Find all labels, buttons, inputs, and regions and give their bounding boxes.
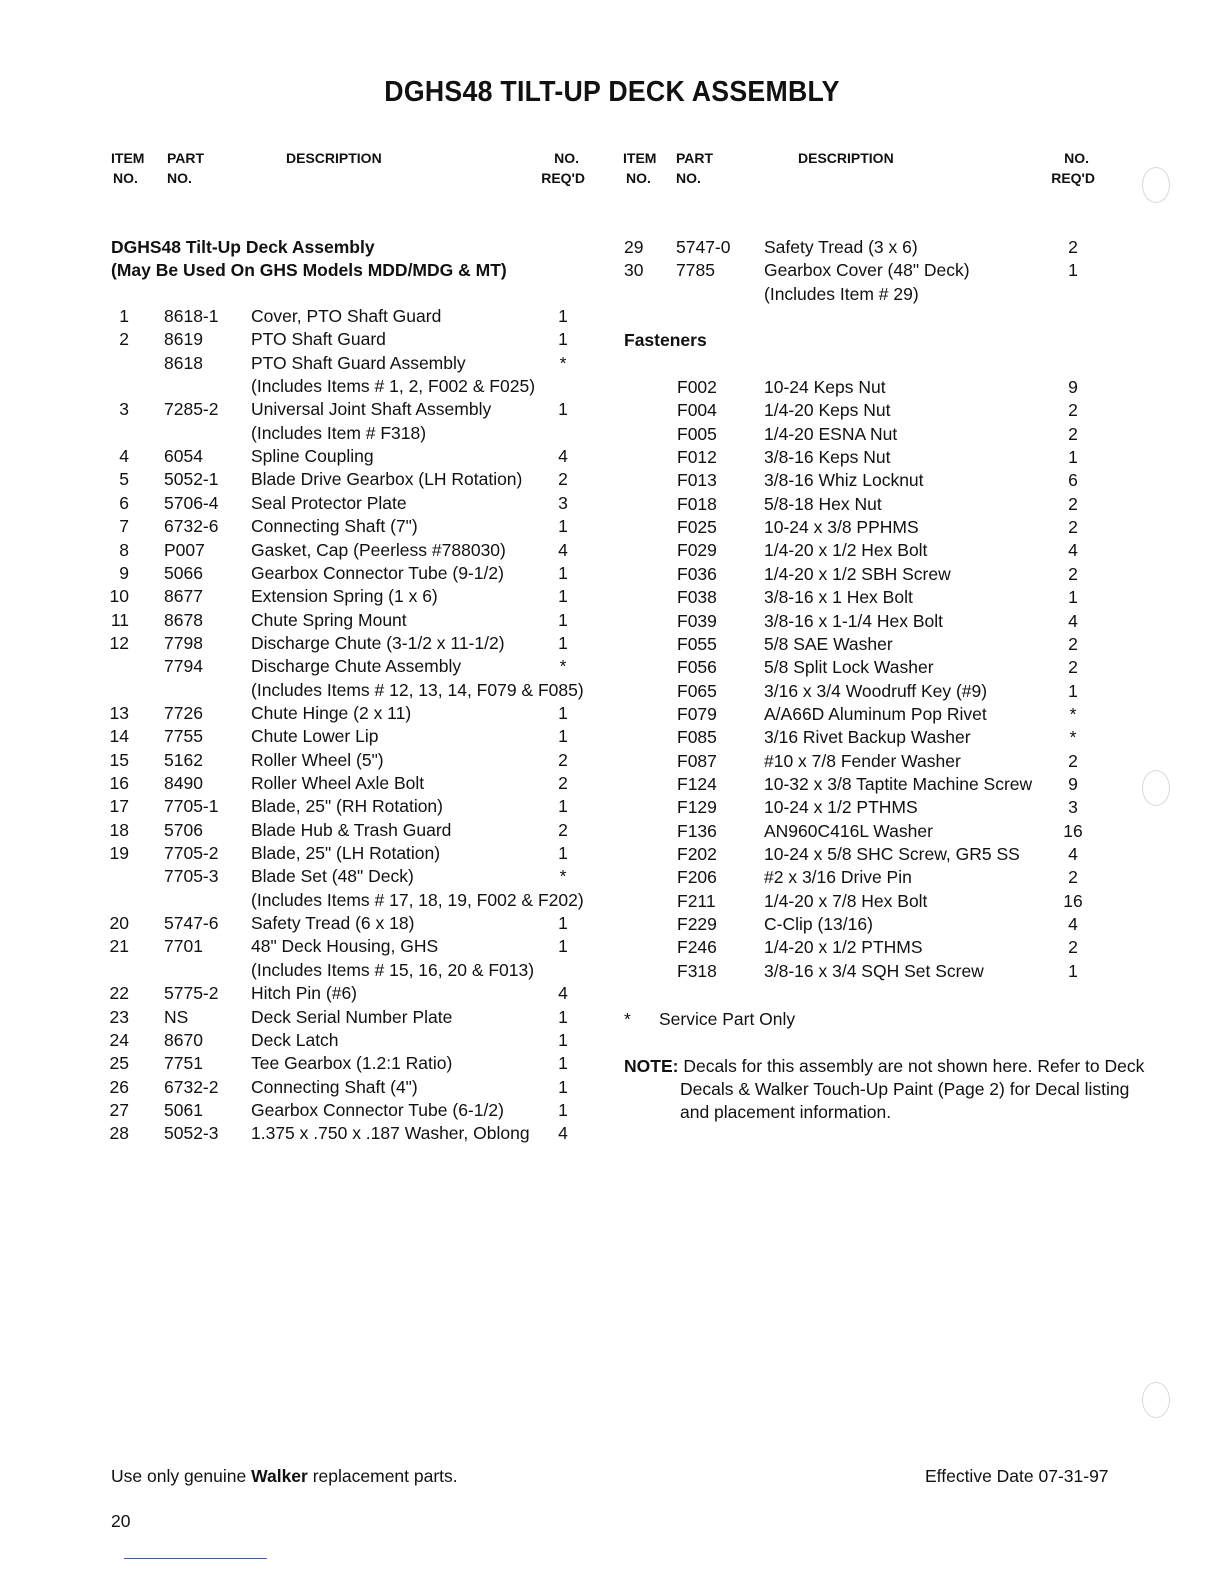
description: (Includes Items # 15, 16, 20 & F013)	[251, 959, 535, 980]
quantity: 2	[1068, 867, 1078, 888]
quantity: 4	[558, 983, 568, 1004]
quantity: 1	[558, 609, 568, 630]
description: AN960C416L Washer	[764, 820, 933, 841]
header-description-label: DESCRIPTION	[798, 150, 894, 166]
item-number: 15	[109, 749, 129, 770]
quantity: 9	[1068, 377, 1078, 397]
quantity: 6	[1068, 470, 1078, 491]
description: (Includes Item # 29)	[764, 283, 919, 304]
part-number: 5066	[164, 562, 203, 583]
description: 1/4-20 x 1/2 SBH Screw	[764, 563, 951, 584]
header-description-left	[286, 148, 382, 168]
item-number: 30	[624, 260, 644, 281]
part-number: F055	[677, 633, 717, 654]
note-line: Decals & Walker Touch-Up Paint (Page 2) for Decal listing	[680, 1079, 1130, 1099]
quantity: 2	[1068, 633, 1078, 654]
header-item-right	[623, 148, 656, 188]
item-number: 21	[109, 936, 129, 957]
part-number: 8678	[164, 609, 203, 630]
description: (Includes Items # 17, 18, 19, F002 & F202)	[251, 889, 584, 910]
item-number: 9	[119, 562, 129, 583]
part-number: 5747-0	[676, 237, 731, 257]
item-number: 17	[109, 796, 129, 817]
header-part-label: NO.	[676, 170, 701, 186]
fastener-row	[0, 586, 1224, 609]
header-item-left	[111, 148, 144, 188]
quantity: 1	[558, 843, 568, 864]
description: Chute Spring Mount	[251, 609, 407, 630]
description: 3/8-16 x 3/4 SQH Set Screw	[764, 960, 984, 981]
part-number: 5061	[164, 1099, 203, 1120]
description: Safety Tread (3 x 6)	[764, 237, 918, 257]
item-number: 27	[109, 1099, 129, 1120]
description: #10 x 7/8 Fender Washer	[764, 750, 961, 771]
part-number: F039	[677, 610, 717, 631]
part-number: 6054	[164, 446, 203, 467]
part-number: 8677	[164, 586, 203, 607]
table-row	[0, 1029, 1224, 1052]
description: 3/16 x 3/4 Woodruff Key (#9)	[764, 680, 988, 701]
item-number: 5	[119, 469, 129, 490]
item-number: 26	[109, 1076, 129, 1097]
item-number: 28	[109, 1123, 129, 1144]
quantity: 1	[558, 702, 568, 723]
fastener-row	[0, 423, 1224, 446]
item-number: 2	[119, 329, 129, 350]
description: 3/8-16 Keps Nut	[764, 447, 891, 468]
description: (Includes Item # F318)	[251, 422, 427, 443]
description: PTO Shaft Guard Assembly	[251, 352, 466, 373]
description: 3/16 Rivet Backup Washer	[764, 727, 971, 748]
table-row	[0, 236, 1224, 259]
quantity: 3	[1068, 797, 1078, 818]
part-number: 5162	[164, 749, 203, 770]
description: Seal Protector Plate	[251, 492, 407, 513]
quantity: 2	[558, 469, 568, 490]
header-item-label: NO.	[626, 170, 651, 186]
description: Blade Set (48" Deck)	[251, 866, 414, 887]
part-number: F087	[677, 750, 717, 771]
description: Discharge Chute Assembly	[251, 656, 462, 677]
quantity: 2	[558, 819, 568, 840]
quantity: 1	[558, 329, 568, 350]
item-number: 13	[109, 702, 129, 723]
item-number: 18	[109, 819, 129, 840]
part-number: 5706-4	[164, 492, 219, 513]
part-number: F085	[677, 727, 717, 748]
part-number: F005	[677, 423, 717, 444]
table-row	[0, 982, 1224, 1005]
item-number: 3	[119, 399, 129, 420]
description: 48" Deck Housing, GHS	[251, 936, 439, 957]
part-number: 7285-2	[164, 399, 219, 420]
description: Roller Wheel (5")	[251, 749, 384, 770]
description: 1.375 x .750 x .187 Washer, Oblong	[251, 1123, 530, 1144]
part-number: 7705-1	[164, 796, 219, 817]
quantity: 2	[1068, 423, 1078, 444]
part-number: F025	[677, 517, 717, 538]
quantity: 1	[558, 562, 568, 583]
fastener-row	[0, 539, 1224, 562]
part-number: F013	[677, 470, 717, 491]
quantity: 4	[1068, 844, 1078, 864]
header-description-label: DESCRIPTION	[286, 150, 382, 166]
note-line: and placement information.	[680, 1102, 892, 1122]
table-row	[0, 283, 1224, 306]
item-number: 20	[109, 913, 129, 934]
header-item-label: NO.	[113, 170, 138, 186]
quantity: *	[559, 866, 567, 887]
section-subtitle: (May Be Used On GHS Models MDD/MDG & MT)	[111, 260, 507, 280]
description: Safety Tread (6 x 18)	[251, 913, 415, 934]
fasteners-title: Fasteners	[624, 330, 707, 350]
fastener-row	[0, 820, 1224, 843]
description: Connecting Shaft (7")	[251, 516, 418, 537]
part-number: 7755	[164, 726, 203, 747]
part-number: 8490	[164, 773, 203, 793]
quantity: 2	[1068, 237, 1078, 257]
description: 5/8-18 Hex Nut	[764, 493, 882, 514]
item-number: 4	[119, 446, 129, 467]
quantity: 1	[558, 726, 568, 747]
table-row	[0, 328, 1224, 351]
description: 1/4-20 ESNA Nut	[764, 423, 898, 444]
quantity: 2	[1068, 657, 1078, 678]
description: 1/4-20 x 7/8 Hex Bolt	[764, 890, 928, 911]
note-line: Decals for this assembly are not shown here. Refer to Deck	[683, 1056, 1145, 1076]
quantity: 4	[1068, 610, 1078, 631]
fastener-row	[0, 796, 1224, 819]
header-qty-left	[530, 148, 585, 188]
binder-hole-mark	[1142, 770, 1170, 806]
header-description-right	[798, 148, 894, 168]
description: Gearbox Connector Tube (6-1/2)	[251, 1099, 504, 1120]
part-number: 7785	[676, 260, 715, 281]
part-number: 7726	[164, 702, 203, 723]
header-part-label: PART	[167, 150, 205, 166]
fastener-row	[0, 703, 1224, 726]
quantity: 1	[558, 1029, 568, 1050]
header-item-label: ITEM	[111, 150, 145, 166]
quantity: 1	[1068, 447, 1078, 468]
part-number: F206	[677, 867, 717, 888]
part-number: F246	[677, 937, 717, 958]
description: 10-24 x 5/8 SHC Screw, GR5 SS	[764, 844, 1020, 864]
part-number: 5052-1	[164, 469, 219, 490]
fastener-row	[0, 750, 1224, 773]
quantity: 1	[558, 1053, 568, 1074]
description: Tee Gearbox (1.2:1 Ratio)	[251, 1053, 453, 1074]
quantity: *	[1069, 703, 1077, 724]
part-number: 7798	[164, 632, 203, 653]
quantity: 2	[1068, 750, 1078, 771]
part-number: F136	[677, 820, 717, 841]
service-symbol: *	[624, 1009, 631, 1029]
fastener-row	[0, 610, 1224, 633]
fastener-row	[0, 633, 1224, 656]
footer-brand: Walker	[251, 1466, 308, 1486]
fastener-row	[0, 936, 1224, 959]
description: Blade Hub & Trash Guard	[251, 819, 452, 840]
description: Discharge Chute (3-1/2 x 11-1/2)	[251, 632, 505, 653]
footer-tagline	[111, 1465, 458, 1488]
part-number: 5775-2	[164, 983, 219, 1004]
quantity: 4	[558, 1123, 568, 1144]
fastener-row	[0, 493, 1224, 516]
description: C-Clip (13/16)	[764, 914, 873, 935]
footer-text: Use only genuine	[111, 1466, 252, 1486]
part-number: F029	[677, 540, 717, 561]
item-number: 25	[109, 1053, 129, 1074]
part-number: 5706	[164, 819, 203, 840]
footer-text: replacement parts.	[307, 1466, 458, 1486]
table-row	[0, 352, 1224, 375]
quantity: 1	[558, 399, 568, 420]
description: Universal Joint Shaft Assembly	[251, 399, 492, 420]
fastener-row	[0, 843, 1224, 866]
item-number: 24	[109, 1029, 129, 1050]
part-number: 6732-6	[164, 516, 219, 537]
decal-note	[624, 1055, 1145, 1124]
fastener-row	[0, 726, 1224, 749]
table-row	[0, 305, 1224, 328]
description: Cover, PTO Shaft Guard	[251, 306, 442, 326]
fastener-row	[0, 469, 1224, 492]
header-qty-right	[1040, 148, 1095, 188]
item-number: 6	[119, 492, 129, 513]
description: 1/4-20 x 1/2 PTHMS	[764, 937, 923, 958]
quantity: 4	[558, 539, 568, 560]
part-number: 8670	[164, 1029, 203, 1050]
part-number: F036	[677, 563, 717, 584]
part-number: 7701	[164, 936, 203, 957]
quantity: 1	[558, 936, 568, 957]
table-row	[0, 1006, 1224, 1029]
part-number: NS	[164, 1006, 189, 1027]
description: A/A66D Aluminum Pop Rivet	[764, 703, 987, 724]
part-number: 7705-3	[164, 866, 219, 887]
quantity: 2	[558, 773, 568, 793]
description: Blade, 25" (LH Rotation)	[251, 843, 441, 864]
part-number: 7751	[164, 1053, 203, 1074]
part-number: 5052-3	[164, 1123, 219, 1144]
item-number: 29	[624, 237, 644, 257]
quantity: 3	[558, 492, 568, 513]
binder-hole-mark	[1142, 167, 1170, 203]
part-number: F065	[677, 680, 717, 701]
quantity: 16	[1063, 820, 1083, 841]
quantity: 2	[1068, 400, 1078, 421]
part-number: 8618-1	[164, 306, 219, 326]
description: Chute Lower Lip	[251, 726, 379, 747]
description: Extension Spring (1 x 6)	[251, 586, 438, 607]
fastener-row	[0, 866, 1224, 889]
item-number: 11	[110, 609, 129, 630]
item-number: 16	[109, 773, 129, 793]
quantity: 1	[558, 632, 568, 653]
description: 10-24 Keps Nut	[764, 377, 886, 397]
description: 3/8-16 Whiz Locknut	[764, 470, 924, 491]
quantity: 1	[558, 306, 568, 326]
quantity: 4	[1068, 540, 1078, 561]
header-qty-label: REQ'D	[541, 170, 585, 186]
part-number: F079	[677, 703, 717, 724]
effective-date: Effective Date 07-31-97	[925, 1466, 1109, 1486]
part-number: 5747-6	[164, 913, 219, 934]
description: Spline Coupling	[251, 446, 374, 467]
quantity: 2	[1068, 493, 1078, 514]
part-number: P007	[164, 539, 205, 560]
quantity: 1	[1068, 587, 1078, 608]
quantity: 1	[1068, 960, 1078, 981]
quantity: 1	[558, 1099, 568, 1120]
quantity: *	[1069, 727, 1077, 748]
service-text: Service Part Only	[659, 1009, 796, 1029]
fastener-row	[0, 563, 1224, 586]
description: PTO Shaft Guard	[251, 329, 386, 350]
part-number: 8619	[164, 329, 203, 350]
item-number: 19	[109, 843, 129, 864]
description: 5/8 SAE Washer	[764, 633, 893, 654]
quantity: 1	[1068, 260, 1078, 281]
item-number: 22	[109, 983, 129, 1004]
description: (Includes Items # 1, 2, F002 & F025)	[251, 376, 536, 397]
description: (Includes Items # 12, 13, 14, F079 & F085)	[251, 679, 584, 700]
description: 5/8 Split Lock Washer	[764, 657, 934, 678]
part-number: 7705-2	[164, 843, 219, 864]
description: Deck Serial Number Plate	[251, 1006, 453, 1027]
quantity: 4	[558, 446, 568, 467]
part-number: F211	[677, 890, 716, 911]
description: Deck Latch	[251, 1029, 339, 1050]
header-part-left	[167, 148, 204, 188]
item-number: 10	[109, 586, 129, 607]
quantity: 2	[1068, 937, 1078, 958]
fastener-row	[0, 399, 1224, 422]
quantity: 2	[1068, 563, 1078, 584]
part-number: F002	[677, 377, 717, 397]
description: Gasket, Cap (Peerless #788030)	[251, 539, 506, 560]
fastener-row	[0, 516, 1224, 539]
page-number: 20	[111, 1511, 131, 1531]
header-part-label: NO.	[167, 170, 192, 186]
fastener-row	[0, 773, 1224, 796]
header-item-label: ITEM	[623, 150, 657, 166]
fastener-row	[0, 890, 1224, 913]
quantity: 1	[558, 1076, 568, 1097]
note-label: NOTE:	[624, 1056, 679, 1076]
fastener-row	[0, 960, 1224, 983]
quantity: 1	[558, 586, 568, 607]
part-number: 7794	[164, 656, 203, 677]
description: Gearbox Connector Tube (9-1/2)	[251, 562, 504, 583]
description: 3/8-16 x 1-1/4 Hex Bolt	[764, 610, 943, 631]
header-qty-label: NO.	[554, 150, 579, 166]
fastener-row	[0, 680, 1224, 703]
description: 10-24 x 3/8 PPHMS	[764, 517, 919, 538]
part-number: F038	[677, 587, 717, 608]
binder-hole-mark	[1142, 1382, 1170, 1418]
part-number: F018	[677, 493, 717, 514]
item-number: 1	[119, 306, 129, 326]
description: Blade, 25" (RH Rotation)	[251, 796, 443, 817]
quantity: 1	[558, 516, 568, 537]
part-number: F318	[677, 960, 717, 981]
header-qty-label: REQ'D	[1051, 170, 1095, 186]
header-qty-label: NO.	[1064, 150, 1089, 166]
table-row	[0, 259, 1224, 282]
table-row	[0, 1122, 1224, 1145]
part-number: F056	[677, 657, 717, 678]
part-number: F129	[677, 797, 717, 818]
fastener-row	[0, 376, 1224, 399]
description: Blade Drive Gearbox (LH Rotation)	[251, 469, 523, 490]
description: Chute Hinge (2 x 11)	[251, 702, 412, 723]
part-number: 8618	[164, 352, 203, 373]
page-title: DGHS48 TILT-UP DECK ASSEMBLY	[384, 76, 840, 108]
item-number: 7	[119, 516, 129, 537]
fastener-row	[0, 446, 1224, 469]
quantity: 16	[1063, 890, 1083, 911]
service-note	[624, 1008, 796, 1031]
part-number: F004	[677, 400, 717, 421]
description: Hitch Pin (#6)	[251, 983, 358, 1004]
description: Roller Wheel Axle Bolt	[251, 773, 425, 793]
part-number: F012	[677, 447, 717, 468]
bottom-rule	[124, 1558, 267, 1559]
description: 3/8-16 x 1 Hex Bolt	[764, 587, 913, 608]
description: 10-24 x 1/2 PTHMS	[764, 797, 918, 818]
quantity: 1	[558, 796, 568, 817]
description: #2 x 3/16 Drive Pin	[764, 867, 912, 888]
description: Gearbox Cover (48" Deck)	[764, 260, 970, 281]
section-title: DGHS48 Tilt-Up Deck Assembly	[111, 237, 375, 257]
quantity: 2	[1068, 517, 1078, 538]
description: 1/4-20 x 1/2 Hex Bolt	[764, 540, 928, 561]
item-number: 8	[119, 539, 129, 560]
part-number: 6732-2	[164, 1076, 219, 1097]
item-number: 12	[109, 632, 129, 653]
header-part-label: PART	[676, 150, 714, 166]
item-number: 23	[109, 1006, 129, 1027]
quantity: 4	[1068, 914, 1078, 935]
description: 1/4-20 Keps Nut	[764, 400, 891, 421]
item-number: 14	[109, 726, 129, 747]
quantity: 1	[558, 1006, 568, 1027]
quantity: 1	[1068, 680, 1078, 701]
part-number: F124	[677, 773, 717, 794]
part-number: F229	[677, 914, 717, 935]
description: Connecting Shaft (4")	[251, 1076, 418, 1097]
quantity: 1	[558, 913, 568, 934]
quantity: *	[559, 656, 567, 677]
quantity: *	[559, 352, 567, 373]
quantity: 9	[1068, 773, 1078, 794]
fastener-row	[0, 656, 1224, 679]
header-part-right	[676, 148, 713, 188]
part-number: F202	[677, 844, 717, 864]
quantity: 2	[558, 749, 568, 770]
fastener-row	[0, 913, 1224, 936]
description: 10-32 x 3/8 Taptite Machine Screw	[764, 773, 1033, 794]
